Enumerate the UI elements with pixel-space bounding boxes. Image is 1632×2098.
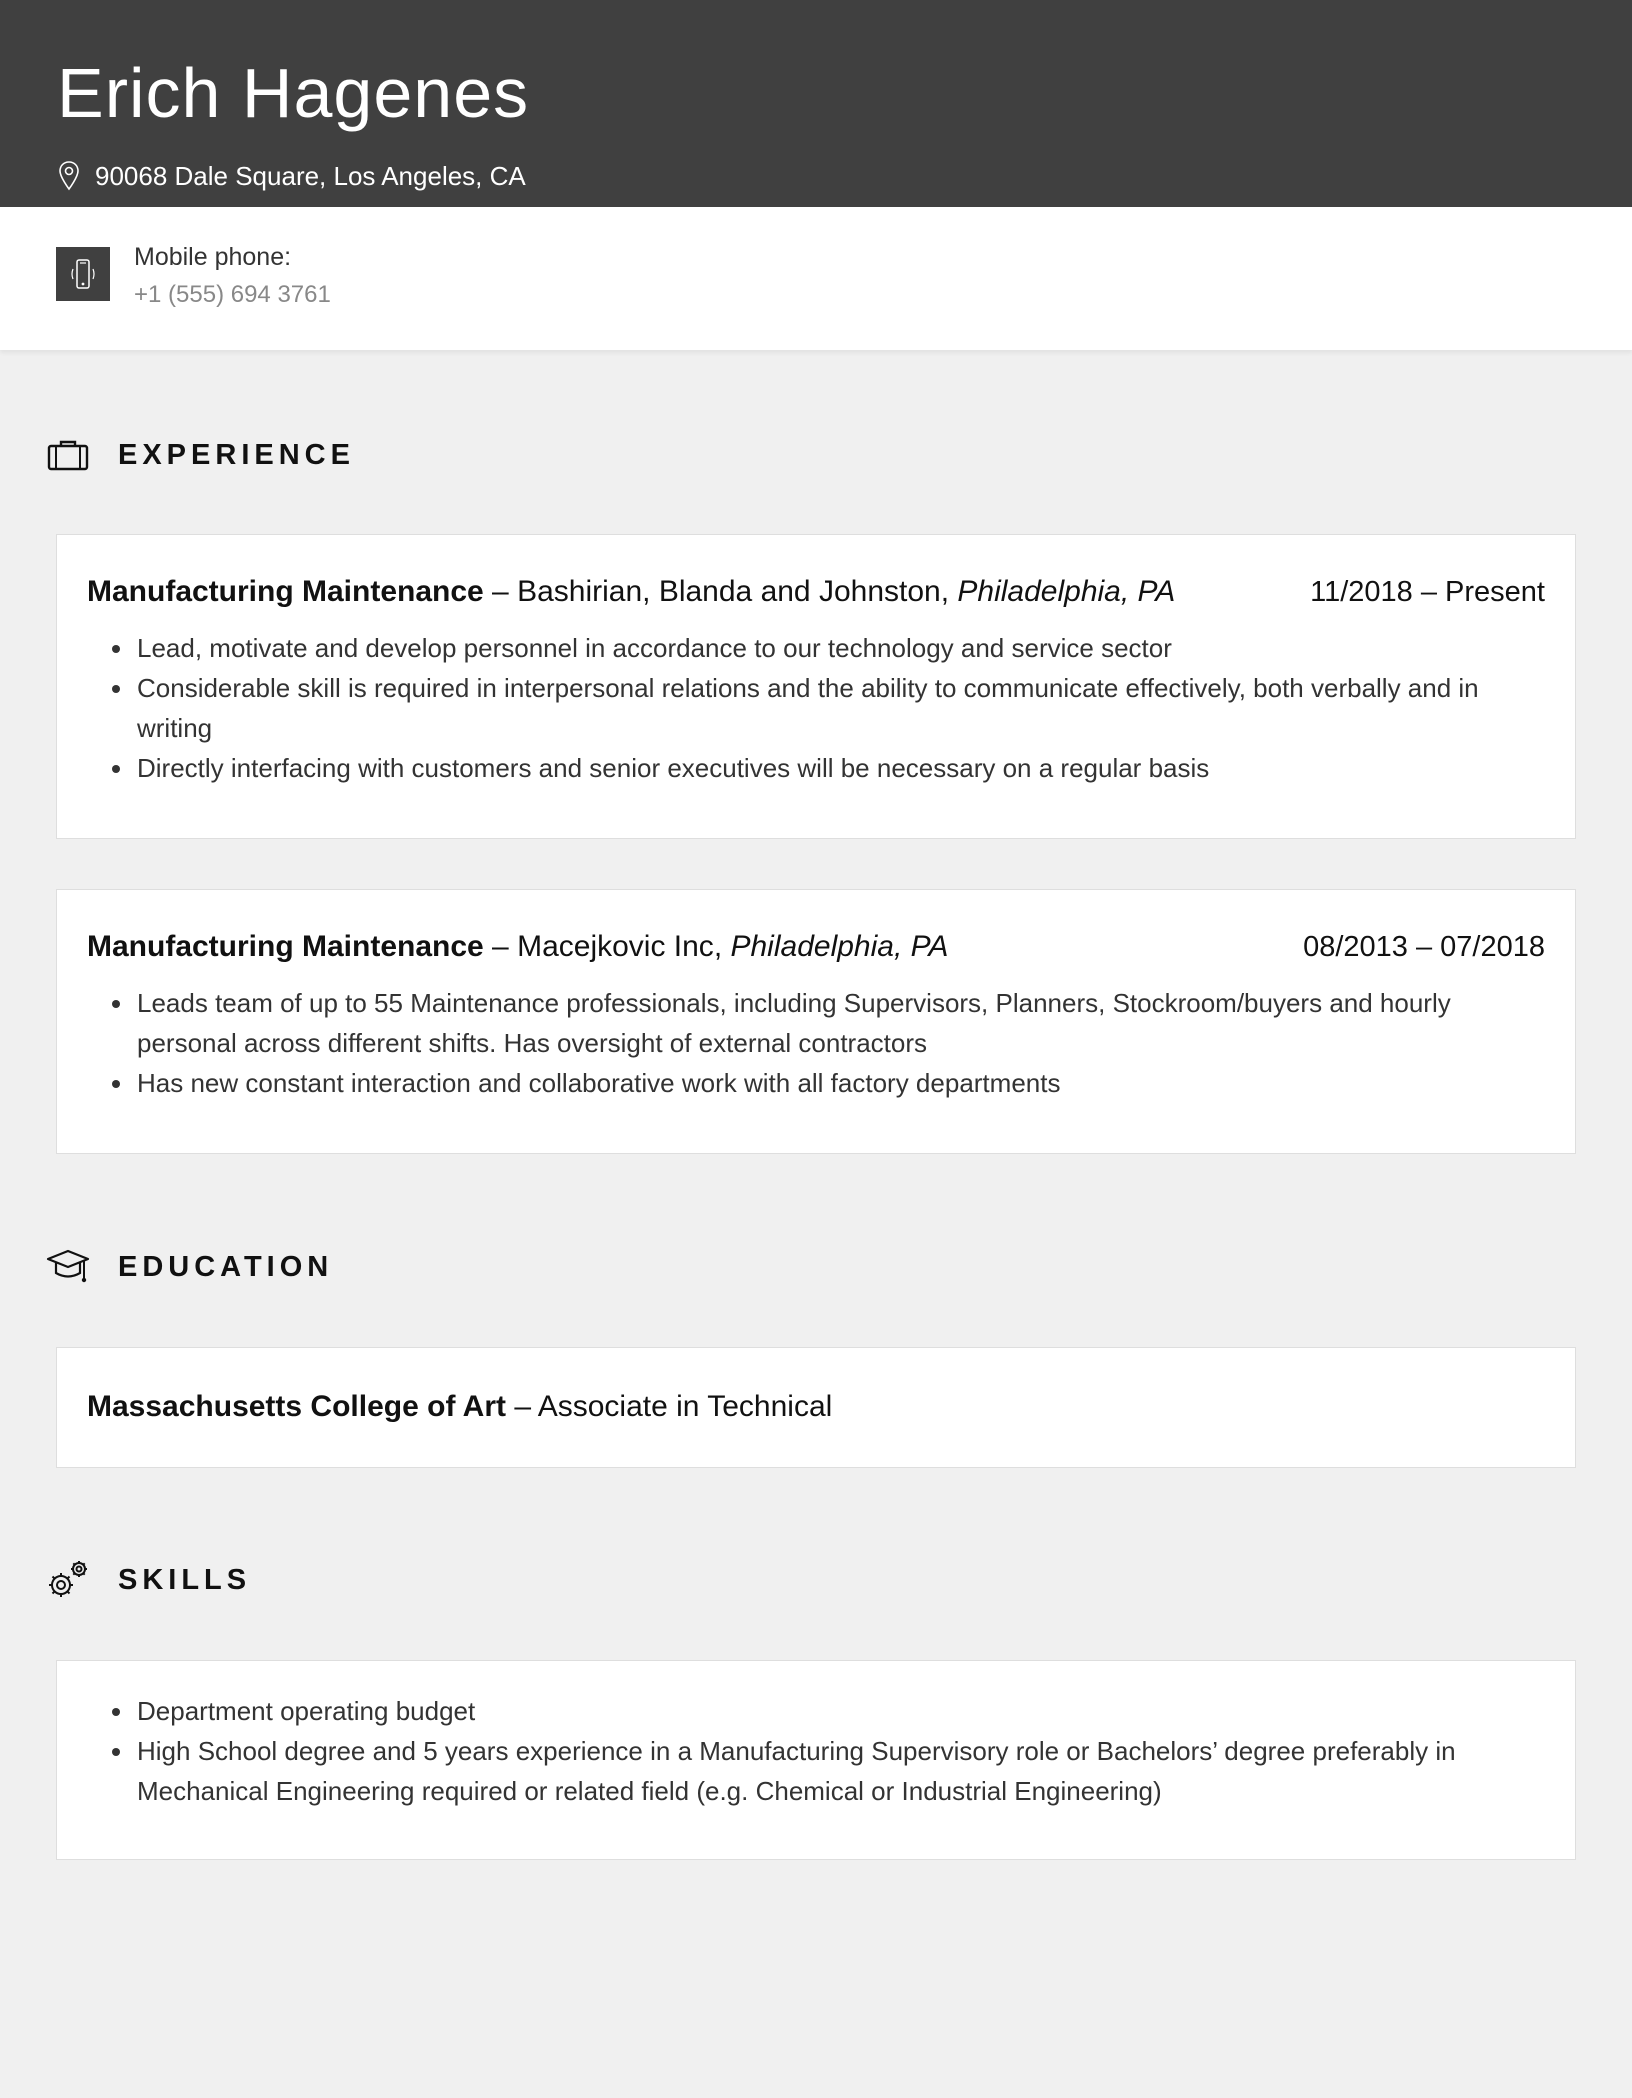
experience-card [56,534,1576,839]
company-name: Bashirian, Blanda and Johnston [517,575,941,608]
skills-card [56,1660,1576,1860]
comma: , [940,575,958,608]
school-name: Massachusetts College of Art [87,1390,506,1423]
job-bullets [137,628,1535,788]
education-title: EDUCATION [118,1250,334,1283]
job-dates: 11/2018 – Present [1310,576,1545,608]
phone-label: Mobile phone: [134,243,292,271]
list-item: Department operating budget [137,1691,1535,1731]
map-pin-icon [57,160,81,192]
separator: – [506,1390,538,1423]
gears-icon [46,1560,90,1600]
list-item: Considerable skill is required in interpersonal relations and the ability to communicate effectively, both verbally and in writing [137,668,1535,748]
skills-title: SKILLS [118,1563,252,1596]
separator: – [483,575,518,608]
experience-card [56,889,1576,1154]
job-bullets [137,983,1535,1103]
resume-header [0,0,1632,207]
job-title: Manufacturing Maintenance [87,575,484,608]
experience-heading [46,435,355,475]
job-dates: 08/2013 – 07/2018 [1303,931,1545,963]
comma: , [713,930,731,963]
experience-title: EXPERIENCE [118,438,355,471]
phone-value[interactable]: +1 (555) 694 3761 [134,281,331,308]
job-location: Philadelphia, PA [730,930,949,963]
graduation-cap-icon [46,1247,90,1287]
education-card [56,1347,1576,1468]
address-row [57,158,526,194]
job-title: Manufacturing Maintenance [87,930,484,963]
candidate-name: Erich Hagenes [57,54,530,132]
job-location: Philadelphia, PA [957,575,1176,608]
briefcase-icon [46,435,90,475]
address-text: 90068 Dale Square, Los Angeles, CA [95,160,526,191]
list-item: High School degree and 5 years experience in a Manufacturing Supervisory role or Bachelors’ degree preferably in Mechanical Engineering required or related field (e.g. Chemical or Industrial Engineering) [137,1731,1535,1811]
mobile-phone-icon [56,247,110,301]
job-heading-line [87,930,948,964]
education-heading [46,1247,334,1287]
list-item: Directly interfacing with customers and senior executives will be necessary on a regular basis [137,748,1535,788]
job-heading-line [87,575,1175,609]
list-item: Leads team of up to 55 Maintenance professionals, including Supervisors, Planners, Stockroom/buyers and hourly personal across different shifts. Has oversight of external contractors [137,983,1535,1063]
separator: – [483,930,518,963]
list-item: Has new constant interaction and collaborative work with all factory departments [137,1063,1535,1103]
list-item: Lead, motivate and develop personnel in accordance to our technology and service sector [137,628,1535,668]
job-header [87,575,1545,609]
job-header [87,930,1545,964]
contact-band [0,207,1632,350]
skills-heading [46,1560,252,1600]
degree: Associate in Technical [537,1390,833,1423]
education-line [87,1390,832,1424]
company-name: Macejkovic Inc [517,930,714,963]
skills-list [137,1691,1535,1811]
